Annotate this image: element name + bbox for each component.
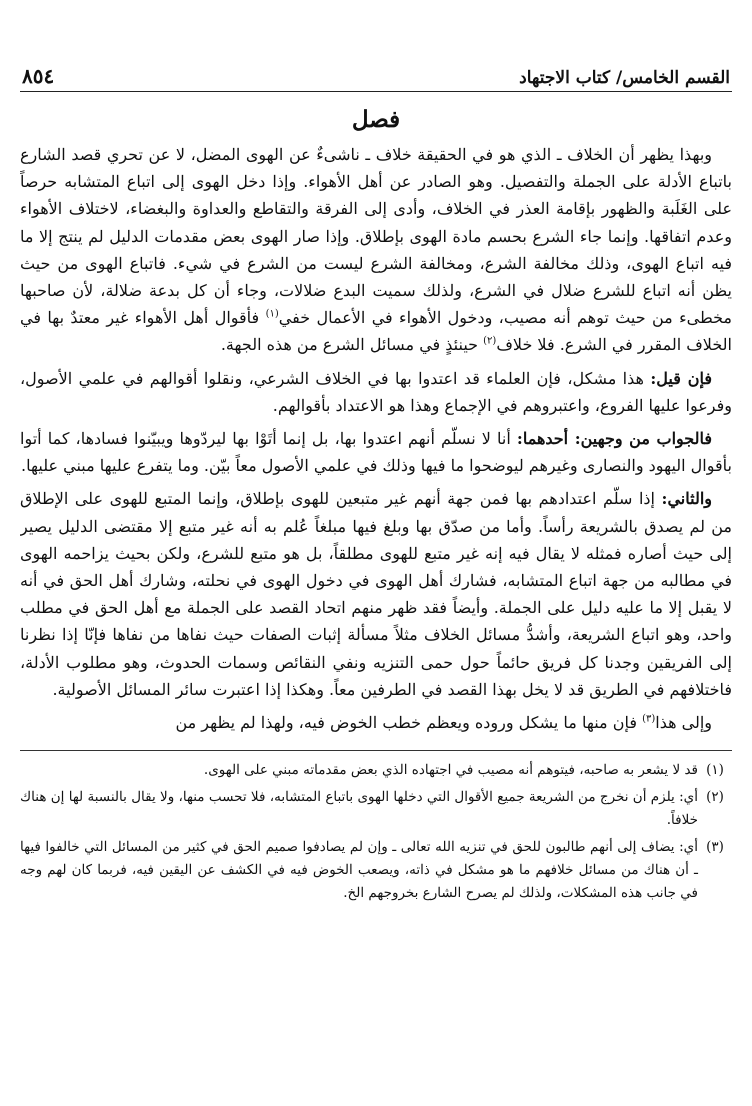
paragraph-5 [20,709,732,736]
footnote-number: (١) [706,762,724,779]
paragraph-2 [20,365,732,419]
footnote [20,836,732,905]
running-header [20,56,732,92]
footnote [20,759,732,782]
footnote-ref-1: (١) [265,308,279,320]
paragraph-5-text-a: وإلى هذا [655,713,712,733]
paragraph-1-text-b: فأقوال أهل الأهواء غير معتدٌ بها في الخلاف المقرر في الشرع. فلا خلاف [20,308,732,355]
paragraph-5-text-b: فإن منها ما يشكل وروده ويعظم خطب الخوض فيه، ولهذا لم يظهر من [175,713,643,733]
page [20,56,732,1096]
page-number: ٨٥٤ [22,64,55,88]
paragraph-3-text: أنا لا نسلّم أنهم اعتدوا بها، بل إنما أتَوْا بها ليردّوها ويبيّنوا فسادها، كما أتوا بأقوال اليهود والنصارى وغيرهم ليوضحوا ما فيها وذلك في علمي الأصول معاً بيّن. وما يتفرع عليها مبني عليها. [20,429,732,476]
header-title: القسم الخامس/ كتاب الاجتهاد [519,68,730,88]
footnote-text: أي: يلزم أن نخرج من الشريعة جميع الأقوال التي دخلها الهوى باتباع المتشابه، فلا تحسب منها، ولا يقال بالنسبة لها إن هناك خلافاً. [20,789,698,829]
paragraph-4-text: إذا سلّم اعتدادهم بها فمن جهة أنهم غير متبعين للهوى بإطلاق، وإنما المتبع للهوى على الإطلاق من لم يصدق بالشريعة رأساً. وأما من صدّق بها وبلغ فيها مبلغاً عُلم به أنه غير متبع إلا مقتضى الدليل يصير إلى حيث أصاره فمثله لا يقال فيه إنه غير متبع للهوى مطلقاً، بل هو متبع للشرع، ولكن بحيث يزاحمه الهوى في مطالبه من جهة اتباع المتشابه، فشارك أهل الهوى في دخول الهوى في نحلته، وشارك أهل الحق في أنه لا يقبل إلا ما عليه دليل على الجملة. وأيضاً فقد ظهر منهم اتحاد القصد على الجملة مع أهل الحق في مطلب واحد، وهو اتباع الشريعة، وأشدُّ مسائل الخلاف مثلاً مسألة إثبات الصفات حيث نفاها من نفاها فإنّا إذا نظرنا إلى الفريقين وجدنا كل فريق حائماً حول حمى التنزيه ونفي النقائص وسمات الحدوث، وهو مطلوب الأدلة، فاختلافهم في الطريق قد لا يخل بهذا القصد في الطرفين معاً. وهكذا إذا اعتبرت سائر المسائل الأصولية. [20,489,732,699]
paragraph-1 [20,141,732,359]
paragraph-3 [20,425,732,479]
footnote [20,786,732,832]
footnote-text: قد لا يشعر به صاحبه، فيتوهم أنه مصيب في اجتهاده الذي بعض مقدماته مبني على الهوى. [203,762,698,779]
footnote-number: (٢) [706,789,724,806]
footnote-ref-3: (٣) [642,713,656,725]
footnote-text: أي: يضاف إلى أنهم طالبون للحق في تنزيه الله تعالى ـ وإن لم يصادفوا صميم الحق في كثير من المسائل التي خالفوا فيها ـ أن هناك من مسائل خلافهم ما هو مشكل في ذاته، ويصعب الخوض فيه في الكشف عن اليقين فيه، فربما كان لهم وجه في جانب هذه المشكلات، ولذلك لم يصرح الشارع بخروجهم الخ. [20,839,698,902]
paragraph-2-text: هذا مشكل، فإن العلماء قد اعتدوا بها في الخلاف الشرعي، ونقلوا أقوالهم في علمي الأصول، وفرعوا عليها الفروع، واعتبروهم في الإجماع وهذا هو الاعتداد بأقوالهم. [20,368,732,415]
section-title: فصل [351,106,401,133]
paragraph-4 [20,485,732,703]
paragraph-1-text-c: حينئذٍ في مسائل الشرع من هذه الجهة. [220,335,484,355]
footnote-number: (٣) [706,839,724,856]
paragraph-3-lead: فالجواب من وجهين: أحدهما: [516,429,713,449]
paragraph-2-lead: فإن قيل: [650,368,712,388]
footnote-separator [20,750,732,751]
footnote-ref-2: (٢) [483,336,497,348]
paragraph-4-lead: والثاني: [661,489,712,509]
paragraph-1-text-a: وبهذا يظهر أن الخلاف ـ الذي هو في الحقيقة خلاف ـ ناشىءٌ عن الهوى المضل، لا عن تحري قصد الشارع باتباع الأدلة على الجملة والتفصيل. وهو الصادر عن أهل الأهواء. وإذا دخل الهوى إلى اتباع المتشابه حرصاً على الغَلَبة والظهور بإقامة العذر في الخلاف، وأدى إلى الفرقة والتقاطع والعداوة والبغضاء، لاختلاف الأهواء وعدم اتفاقها. وإنما جاء الشرع بحسم مادة الهوى بإطلاق. وإذا صار الهوى بعض مقدمات الدليل لم ينتج إلا ما فيه اتباع الهوى، وذلك مخالفة الشرع، ومخالفة الشرع ليست من الشرع في شيء. فاتباع الهوى من حيث يظن أنه اتباع للشرع ضلال في الشرع، ولذلك سميت البدع ضلالات، وجاء أن كل بدعة ضلالة، لأن صاحبها مخطىء من حيث توهم أنه مصيب، ودخول الأهواء في الأعمال خفي [20,145,732,328]
